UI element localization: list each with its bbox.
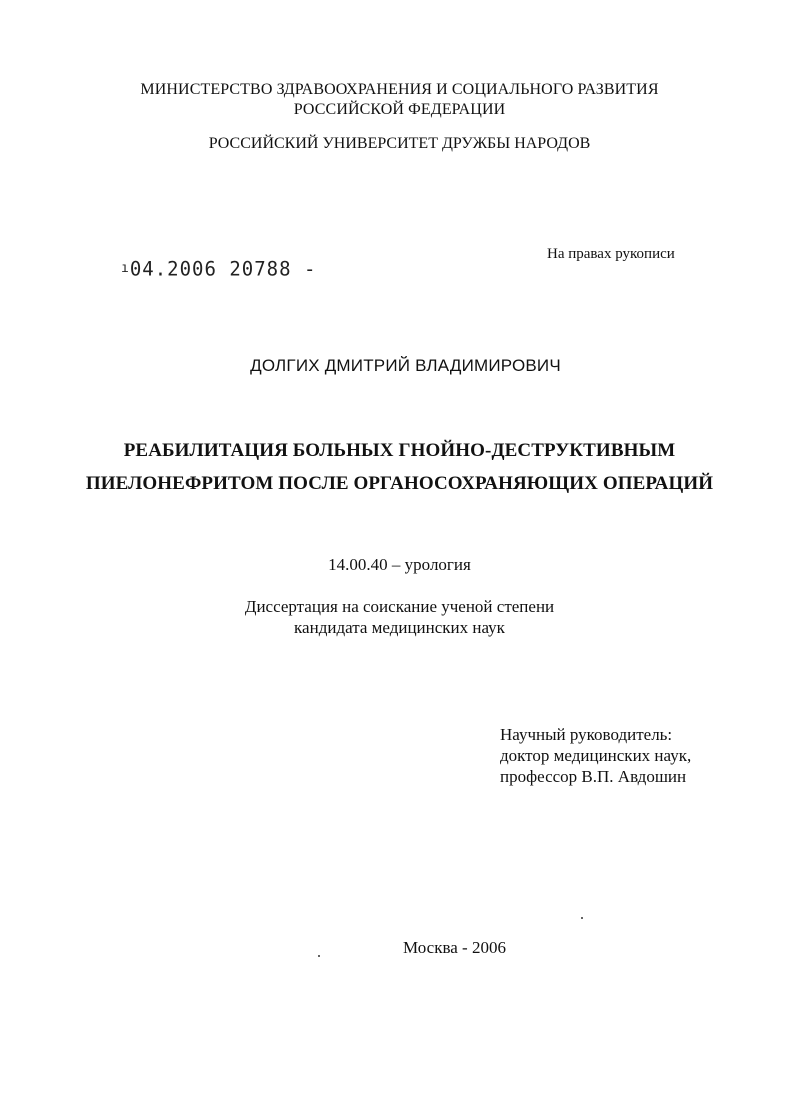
author-name: ДОЛГИХ ДМИТРИЙ ВЛАДИМИРОВИЧ	[250, 356, 561, 375]
university-name: РОССИЙСКИЙ УНИВЕРСИТЕТ ДРУЖБЫ НАРОДОВ	[208, 135, 591, 152]
supervisor-name: профессор В.П. Авдошин	[500, 767, 687, 786]
specialty-code: 14.00.40 – урология	[328, 555, 471, 574]
title-line-1: РЕАБИЛИТАЦИЯ БОЛЬНЫХ ГНОЙНО-ДЕСТРУКТИВНЫМ	[123, 440, 676, 461]
stamp-tick: ı	[121, 260, 130, 277]
degree-line-1: Диссертация на соискание ученой степени	[244, 597, 555, 616]
supervisor-degree: доктор медицинских наук,	[500, 746, 692, 765]
stamp-number: 04.2006 20788	[129, 257, 292, 281]
supervisor-block	[500, 724, 691, 787]
title-line-2: ПИЕЛОНЕФРИТОМ ПОСЛЕ ОРГАНОСОХРАНЯЮЩИХ ОПЕРАЦИЙ	[85, 473, 714, 494]
degree-description	[0, 596, 799, 638]
ministry-header	[0, 80, 799, 120]
ministry-line-2: РОССИЙСКОЙ ФЕДЕРАЦИИ	[293, 101, 506, 118]
city-year: Москва - 2006	[403, 938, 506, 957]
scan-speck	[581, 917, 583, 919]
manuscript-note: На правах рукописи	[547, 246, 675, 262]
dissertation-title	[0, 434, 799, 500]
degree-line-2: кандидата медицинских наук	[294, 618, 505, 637]
registration-stamp	[121, 256, 316, 281]
ministry-line-1: МИНИСТЕРСТВО ЗДРАВООХРАНЕНИЯ И СОЦИАЛЬНОГО РАЗВИТИЯ	[140, 81, 659, 98]
stamp-dash: -	[291, 257, 317, 281]
supervisor-label: Научный руководитель:	[500, 725, 673, 744]
